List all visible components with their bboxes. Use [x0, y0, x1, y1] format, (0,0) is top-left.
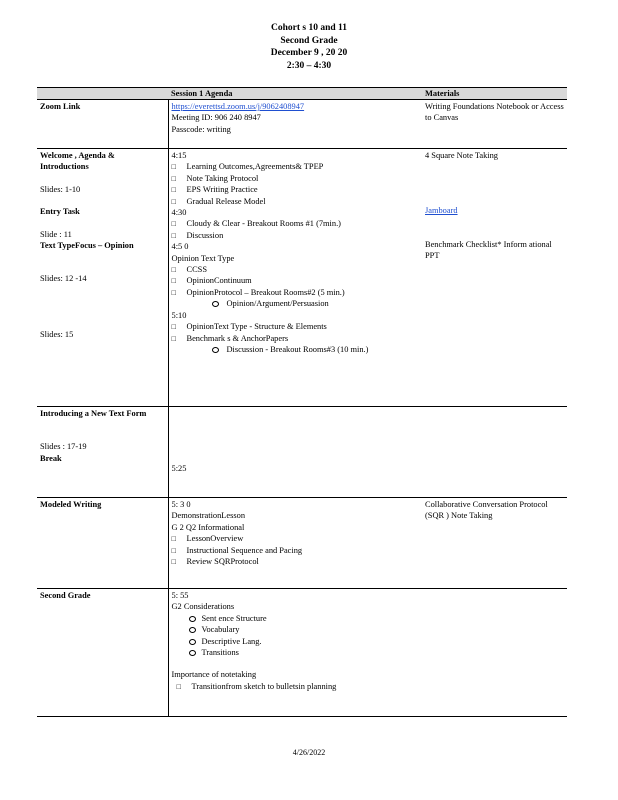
header-line-4: 2:30 – 4:30	[286, 60, 332, 71]
list-item: □ Learning Outcomes,Agreements& TPEP	[172, 161, 420, 172]
time-4-15: 4:15	[171, 151, 187, 160]
zoom-url-link[interactable]: https://everettsd.zoom.us/j/9062408947	[171, 102, 305, 111]
welcome-title: Welcome , Agenda & Introductions	[40, 151, 115, 172]
header-cell-agenda: Session 1 Agenda	[168, 88, 422, 100]
list-item: □ Review SQRProtocol	[172, 556, 420, 567]
demonstration-lesson: DemonstrationLesson	[171, 511, 246, 521]
welcome-materials-benchmark: Benchmark Checklist* Inform ational PPT	[425, 239, 552, 261]
header-line-3: December 9 , 20 20	[270, 48, 348, 58]
jamboard-link[interactable]: Jamboard	[425, 206, 458, 216]
table-header-row	[37, 88, 567, 100]
agenda-table	[37, 87, 567, 717]
modeled-materials: Collaborative Conversation Protocol (SQR ) Note Taking	[425, 500, 548, 521]
opinion-slides: Slides: 15	[40, 329, 74, 339]
second-grade-title: Second Grade	[40, 591, 91, 600]
modeled-writing-title: Modeled Writing	[40, 500, 102, 509]
zoom-materials: Writing Foundations Notebook or Access to Canvas	[425, 102, 564, 123]
considerations-heading: G2 Considerations	[171, 602, 235, 612]
importance-notetaking: Importance of notetaking	[171, 670, 257, 680]
list-item: □ Benchmark s & AnchorPapers	[172, 333, 420, 344]
entry-task-slides: Slide : 11	[40, 229, 72, 239]
list-item: □ Discussion	[172, 230, 420, 241]
break-label: Break	[40, 453, 62, 463]
list-item: □ OpinionProtocol – Breakout Rooms#2 (5 min.)	[172, 287, 420, 298]
meeting-id: Meeting ID: 906 240 8947	[171, 113, 261, 123]
list-item: □ Note Taking Protocol	[172, 173, 420, 184]
time-5-30: 5: 3 0	[171, 500, 191, 509]
sub-list-item: □ Transitionfrom sketch to bulletsin planning	[172, 681, 420, 692]
list-item: □ LessonOverview	[172, 533, 420, 544]
table-row-introducing	[37, 407, 567, 498]
sub-list-item: Discussion - Breakout Rooms#3 (10 min.)	[172, 344, 420, 355]
list-item: □ OpinionText Type - Structure & Elements	[172, 321, 420, 332]
list-item: Transitions	[172, 647, 420, 658]
footer-date: 4/26/2022	[292, 748, 326, 757]
text-type-title: Text TypeFocus – Opinion	[40, 241, 134, 251]
introducing-title: Introducing a New Text Form	[40, 409, 147, 418]
passcode: Passcode: writing	[171, 124, 231, 134]
list-item: □ Cloudy & Clear - Breakout Rooms #1 (7min.)	[172, 218, 420, 229]
list-item: □ OpinionContinuum	[172, 275, 420, 286]
list-item: □ Instructional Sequence and Pacing	[172, 545, 420, 556]
time-4-50: 4:5 0	[171, 242, 189, 252]
text-type-slides: Slides: 12 -14	[40, 274, 87, 284]
sub-list-item: Opinion/Argument/Persuasion	[172, 298, 420, 309]
entry-task-title: Entry Task	[40, 207, 80, 217]
list-item: Vocabulary	[172, 624, 420, 635]
opinion-heading: Opinion Text Type	[171, 253, 235, 263]
introducing-slides: Slides : 17-19	[40, 442, 87, 452]
document-header	[0, 22, 618, 72]
list-item: □ CCSS	[172, 264, 420, 275]
time-4-30: 4:30	[171, 208, 187, 218]
welcome-slides: Slides: 1-10	[40, 184, 81, 194]
header-cell-blank	[37, 88, 168, 100]
header-cell-materials: Materials	[422, 88, 567, 100]
informational-unit: G 2 Q2 Informational	[171, 522, 245, 532]
zoom-label: Zoom Link	[40, 102, 81, 111]
table-row-modeled-writing	[37, 498, 567, 589]
table-row-zoom	[37, 100, 567, 149]
header-line-2: Second Grade	[280, 35, 338, 46]
header-line-1: Cohort s 10 and 11	[270, 23, 347, 33]
time-5-25: 5:25	[171, 464, 187, 473]
time-5-10: 5:10	[171, 310, 187, 320]
list-item: □ Gradual Release Model	[172, 196, 420, 207]
list-item: Descriptive Lang.	[172, 636, 420, 647]
table-row-welcome	[37, 149, 567, 407]
list-item: □ EPS Writing Practice	[172, 184, 420, 195]
time-5-55: 5: 55	[171, 591, 189, 600]
welcome-materials-note-taking: 4 Square Note Taking	[425, 151, 498, 160]
table-row-second-grade	[37, 589, 567, 717]
list-item: Sent ence Structure	[172, 613, 420, 624]
